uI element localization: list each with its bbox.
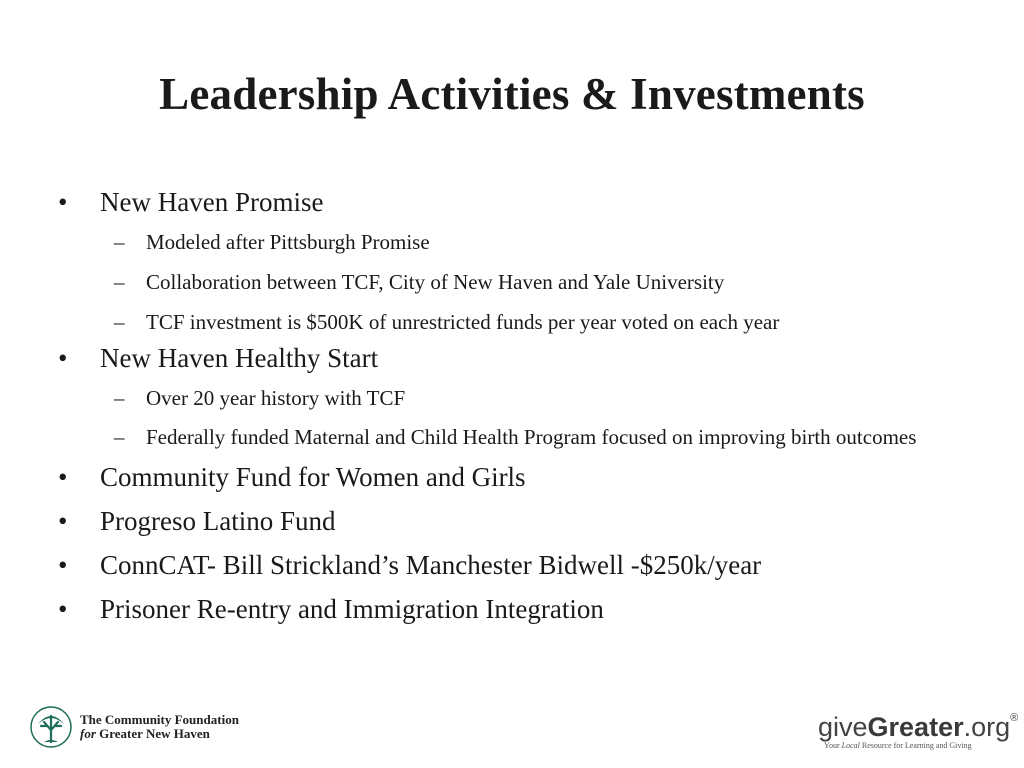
foundation-name [80, 713, 239, 741]
foundation-logo [30, 704, 239, 750]
sub-bullet-list [58, 225, 978, 339]
slide-title: Leadership Activities & Investments [159, 69, 865, 119]
bullet-item: • Prisoner Re-entry and Immigration Integration [58, 592, 978, 626]
sub-bullet-list [58, 381, 978, 454]
bullet-item: • New Haven Promise [58, 185, 978, 219]
givegreater-wordmark: giveGreater.org® [818, 712, 1019, 742]
bullet-item: • ConnCAT- Bill Strickland’s Manchester Bidwell -$250k/year [58, 548, 978, 582]
sub-bullet-item: – Collaboration between TCF, City of New Haven and Yale University [58, 265, 978, 299]
foundation-line-1: The Community Foundation [80, 712, 239, 727]
bullet-item: • Community Fund for Women and Girls [58, 460, 978, 494]
givegreater-tagline: Your Local Resource for Learning and Giving [824, 741, 972, 750]
givegreater-logo [818, 712, 1019, 756]
foundation-line-2: for Greater New Haven [80, 726, 210, 741]
sub-bullet-item: – Federally funded Maternal and Child Health Program focused on improving birth outcomes [58, 421, 978, 454]
sub-bullet-item: – Over 20 year history with TCF [58, 381, 978, 415]
sub-bullet-item: – TCF investment is $500K of unrestricted funds per year voted on each year [58, 305, 978, 339]
bullet-list [58, 185, 978, 636]
bullet-item: • New Haven Healthy Start [58, 341, 978, 375]
tree-icon [30, 706, 72, 748]
sub-bullet-item: – Modeled after Pittsburgh Promise [58, 225, 978, 259]
bullet-item: • Progreso Latino Fund [58, 504, 978, 538]
